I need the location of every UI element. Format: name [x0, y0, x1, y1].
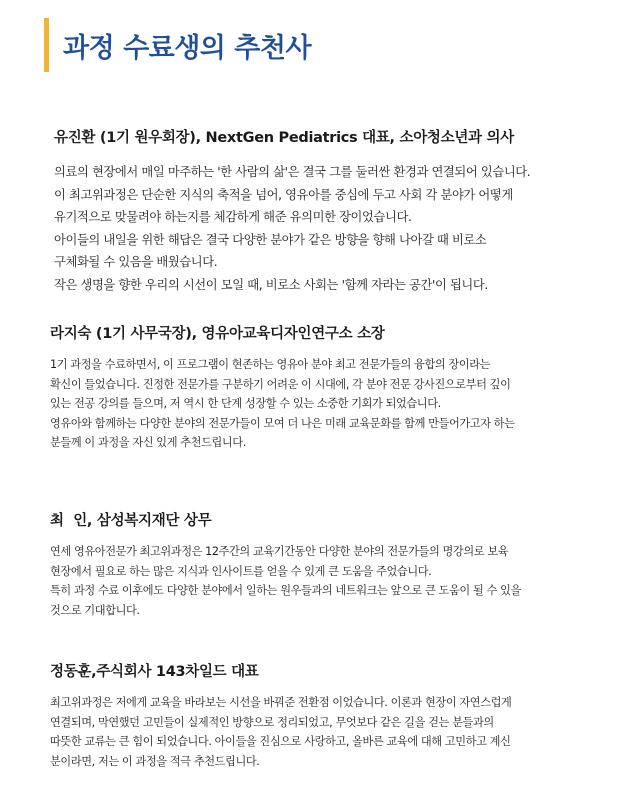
text-line: 연결되며, 막연했던 고민들이 실제적인 방향으로 정리되었고, 무엇보다 같은 길을 걷는 분들과의 — [50, 715, 494, 729]
text-line: 1기 과정을 수료하면서, 이 프로그램이 현존하는 영유아 분야 최고 전문가들의 융합의 장이라는 — [50, 358, 491, 371]
recommendation-2 — [50, 322, 610, 453]
text-line: 특히 과정 수료 이후에도 다양한 분야에서 일하는 원우들과의 네트워크는 앞으로 큰 도움이 될 수 있을 — [50, 584, 521, 597]
recommendation-text — [50, 542, 610, 620]
text-line: 것으로 기대합니다. — [50, 603, 140, 617]
text-line: 작은 생명을 향한 우리의 시선이 모일 때, 비로소 사회는 '함께 자라는 공간'이 됩니다. — [54, 277, 488, 292]
text-line: 아이들의 내일을 위한 해답은 결국 다양한 분야가 같은 방향을 향해 나아갈 때 비로소 — [54, 232, 487, 247]
text-line: 최고위과정은 저에게 교육을 바라보는 시선을 바꿔준 전환점 이었습니다. 이론과 현장이 자연스럽게 — [50, 696, 512, 709]
recommendation-4 — [50, 660, 610, 771]
title-accent-bar — [44, 18, 49, 72]
recommendation-3 — [50, 509, 610, 620]
text-line: 있는 전공 강의를 들으며, 저 역시 한 단계 성장할 수 있는 소중한 기회가 되었습니다. — [50, 397, 441, 410]
recommender-name: 유진환 (1기 원우회장), NextGen Pediatrics 대표, 소아청소년과 의사 — [54, 130, 514, 146]
text-line: 분들께 이 과정을 자신 있게 추천드립니다. — [50, 436, 246, 449]
text-line: 확신이 들었습니다. 진정한 전문가를 구분하기 어려운 이 시대에, 각 분야 전문 강사진으로부터 깊이 — [50, 377, 511, 391]
recommendation-1 — [54, 126, 614, 296]
recommendation-text — [50, 693, 610, 771]
text-line: 현장에서 필요로 하는 많은 지식과 인사이트를 얻을 수 있게 큰 도움을 주었습니다. — [50, 564, 432, 578]
text-line: 영유아와 함께하는 다양한 분야의 전문가들이 모여 더 나은 미래 교육문화를 함께 만들어가고자 하는 — [50, 416, 515, 430]
page-header — [44, 18, 311, 72]
recommender-name: 최 인, 삼성복지재단 상무 — [50, 513, 212, 529]
recommendation-text — [50, 355, 610, 453]
text-line: 분이라면, 저는 이 과정을 적극 추천드립니다. — [50, 754, 260, 768]
text-line: 유기적으로 맞물려야 하는지를 체감하게 해준 유의미한 장이었습니다. — [54, 210, 412, 224]
text-line: 의료의 현장에서 매일 마주하는 '한 사람의 삶'은 결국 그를 둘러싼 환경과 연결되어 있습니다. — [54, 165, 531, 179]
text-line: 따뜻한 교류는 큰 힘이 되었습니다. 아이들을 진심으로 사랑하고, 올바른 교육에 대해 고민하고 계신 — [50, 735, 511, 748]
text-line: 이 최고위과정은 단순한 지식의 축적을 넘어, 영유아를 중심에 두고 사회 각 분야가 어떻게 — [54, 187, 513, 202]
recommender-name: 라지숙 (1기 사무국장), 영유아교육디자인연구소 소장 — [50, 326, 385, 342]
recommendation-text — [54, 161, 614, 296]
recommender-name: 정동훈,주식회사 143차일드 대표 — [50, 664, 259, 680]
text-line: 구체화될 수 있음을 배웠습니다. — [54, 255, 218, 269]
page-title: 과정 수료생의 추천사 — [63, 32, 312, 64]
text-line: 연세 영유아전문가 최고위과정은 12주간의 교육기간동안 다양한 분야의 전문가들의 명강의로 보육 — [50, 545, 509, 558]
